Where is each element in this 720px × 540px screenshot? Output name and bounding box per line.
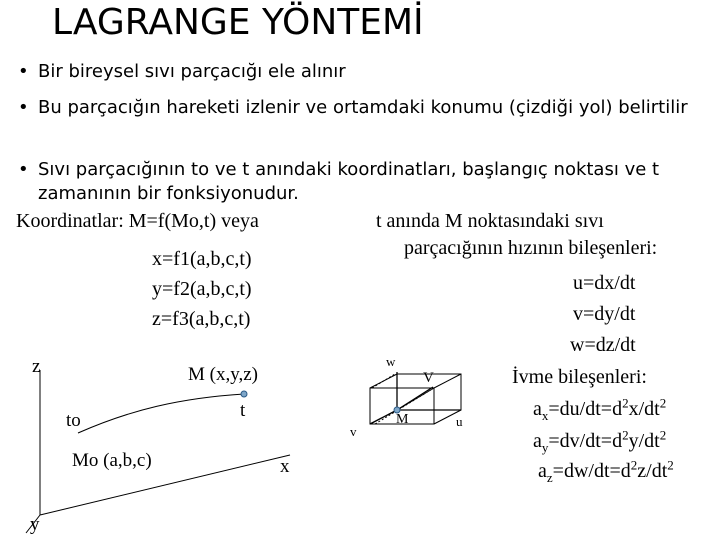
coordinates-heading: Koordinatlar: M=f(Mo,t) veya: [16, 210, 259, 232]
ay-sub: y: [541, 440, 549, 455]
bullet-dot: •: [18, 159, 29, 180]
axis-x-label: x: [280, 456, 290, 477]
acceleration-heading: İvme bileşenleri:: [512, 366, 647, 388]
page-title: LAGRANGE YÖNTEMİ: [52, 2, 424, 43]
ay-mid2: y/dt: [628, 430, 660, 452]
velocity-w: w=dz/dt: [570, 334, 636, 356]
time-t-label: t: [240, 400, 246, 421]
cube-m-label: M: [396, 412, 409, 427]
ax-sub: x: [541, 408, 549, 423]
az-mid2: z/dt: [637, 460, 668, 482]
velocity-heading-line2: parçacığının hızının bileşenleri:: [404, 237, 658, 259]
cube-v-left-label: v: [350, 424, 357, 439]
point-m-marker: [241, 391, 247, 397]
formula-x: x=f1(a,b,c,t): [152, 248, 252, 270]
axis-y-label: y: [30, 514, 40, 535]
velocity-cube: [370, 372, 461, 424]
az-prefix: a: [538, 460, 547, 482]
ax-prefix: a: [533, 398, 542, 420]
cube-edge: [434, 374, 461, 388]
cube-hatch: [372, 374, 395, 388]
bullet-1-text: Bir bireysel sıvı parçacığı ele alınır: [38, 61, 346, 82]
bullet-dot: •: [18, 97, 29, 118]
ax-sup2: 2: [659, 395, 667, 411]
bullet-3-text: Sıvı parçacığının to ve t anındaki koordinatları, başlangıç noktası ve t zamanının bir fonksiyonudur.: [38, 159, 660, 204]
az-mid: =dw/dt=d: [552, 460, 631, 482]
point-m-label: M (x,y,z): [188, 364, 258, 385]
trajectory-path: [78, 394, 244, 433]
time-t0-label: to: [66, 410, 81, 431]
ax-mid2: x/dt: [628, 398, 660, 420]
ay-sup1: 2: [622, 427, 629, 443]
bullet-2-text: Bu parçacığın hareketi izlenir ve ortamdaki konumu (çizdiği yol) belirtilir: [38, 97, 688, 118]
axis-z-label: z: [32, 356, 41, 377]
velocity-u: u=dx/dt: [573, 272, 636, 294]
az-sub: z: [546, 470, 553, 485]
velocity-vector: [397, 387, 433, 410]
ax-mid: =du/dt=d: [548, 398, 623, 420]
velocity-heading-line1: t anında M noktasındaki sıvı: [376, 210, 604, 232]
bullet-dot: •: [18, 61, 29, 82]
velocity-v: v=dy/dt: [573, 303, 636, 325]
cube-v-top-label: V: [423, 370, 434, 386]
ay-prefix: a: [533, 430, 542, 452]
az-sup1: 2: [630, 457, 638, 473]
cube-u-label: u: [456, 414, 463, 429]
formula-y: y=f2(a,b,c,t): [152, 278, 252, 300]
point-m0-label: Mo (a,b,c): [72, 450, 152, 471]
az-sup2: 2: [667, 457, 674, 473]
v-vector: [370, 410, 397, 424]
cube-w-label: w: [386, 354, 396, 369]
formula-z: z=f3(a,b,c,t): [152, 308, 251, 330]
ay-mid: =dv/dt=d: [548, 430, 623, 452]
ax-sup1: 2: [622, 395, 629, 411]
ay-sup2: 2: [659, 427, 667, 443]
